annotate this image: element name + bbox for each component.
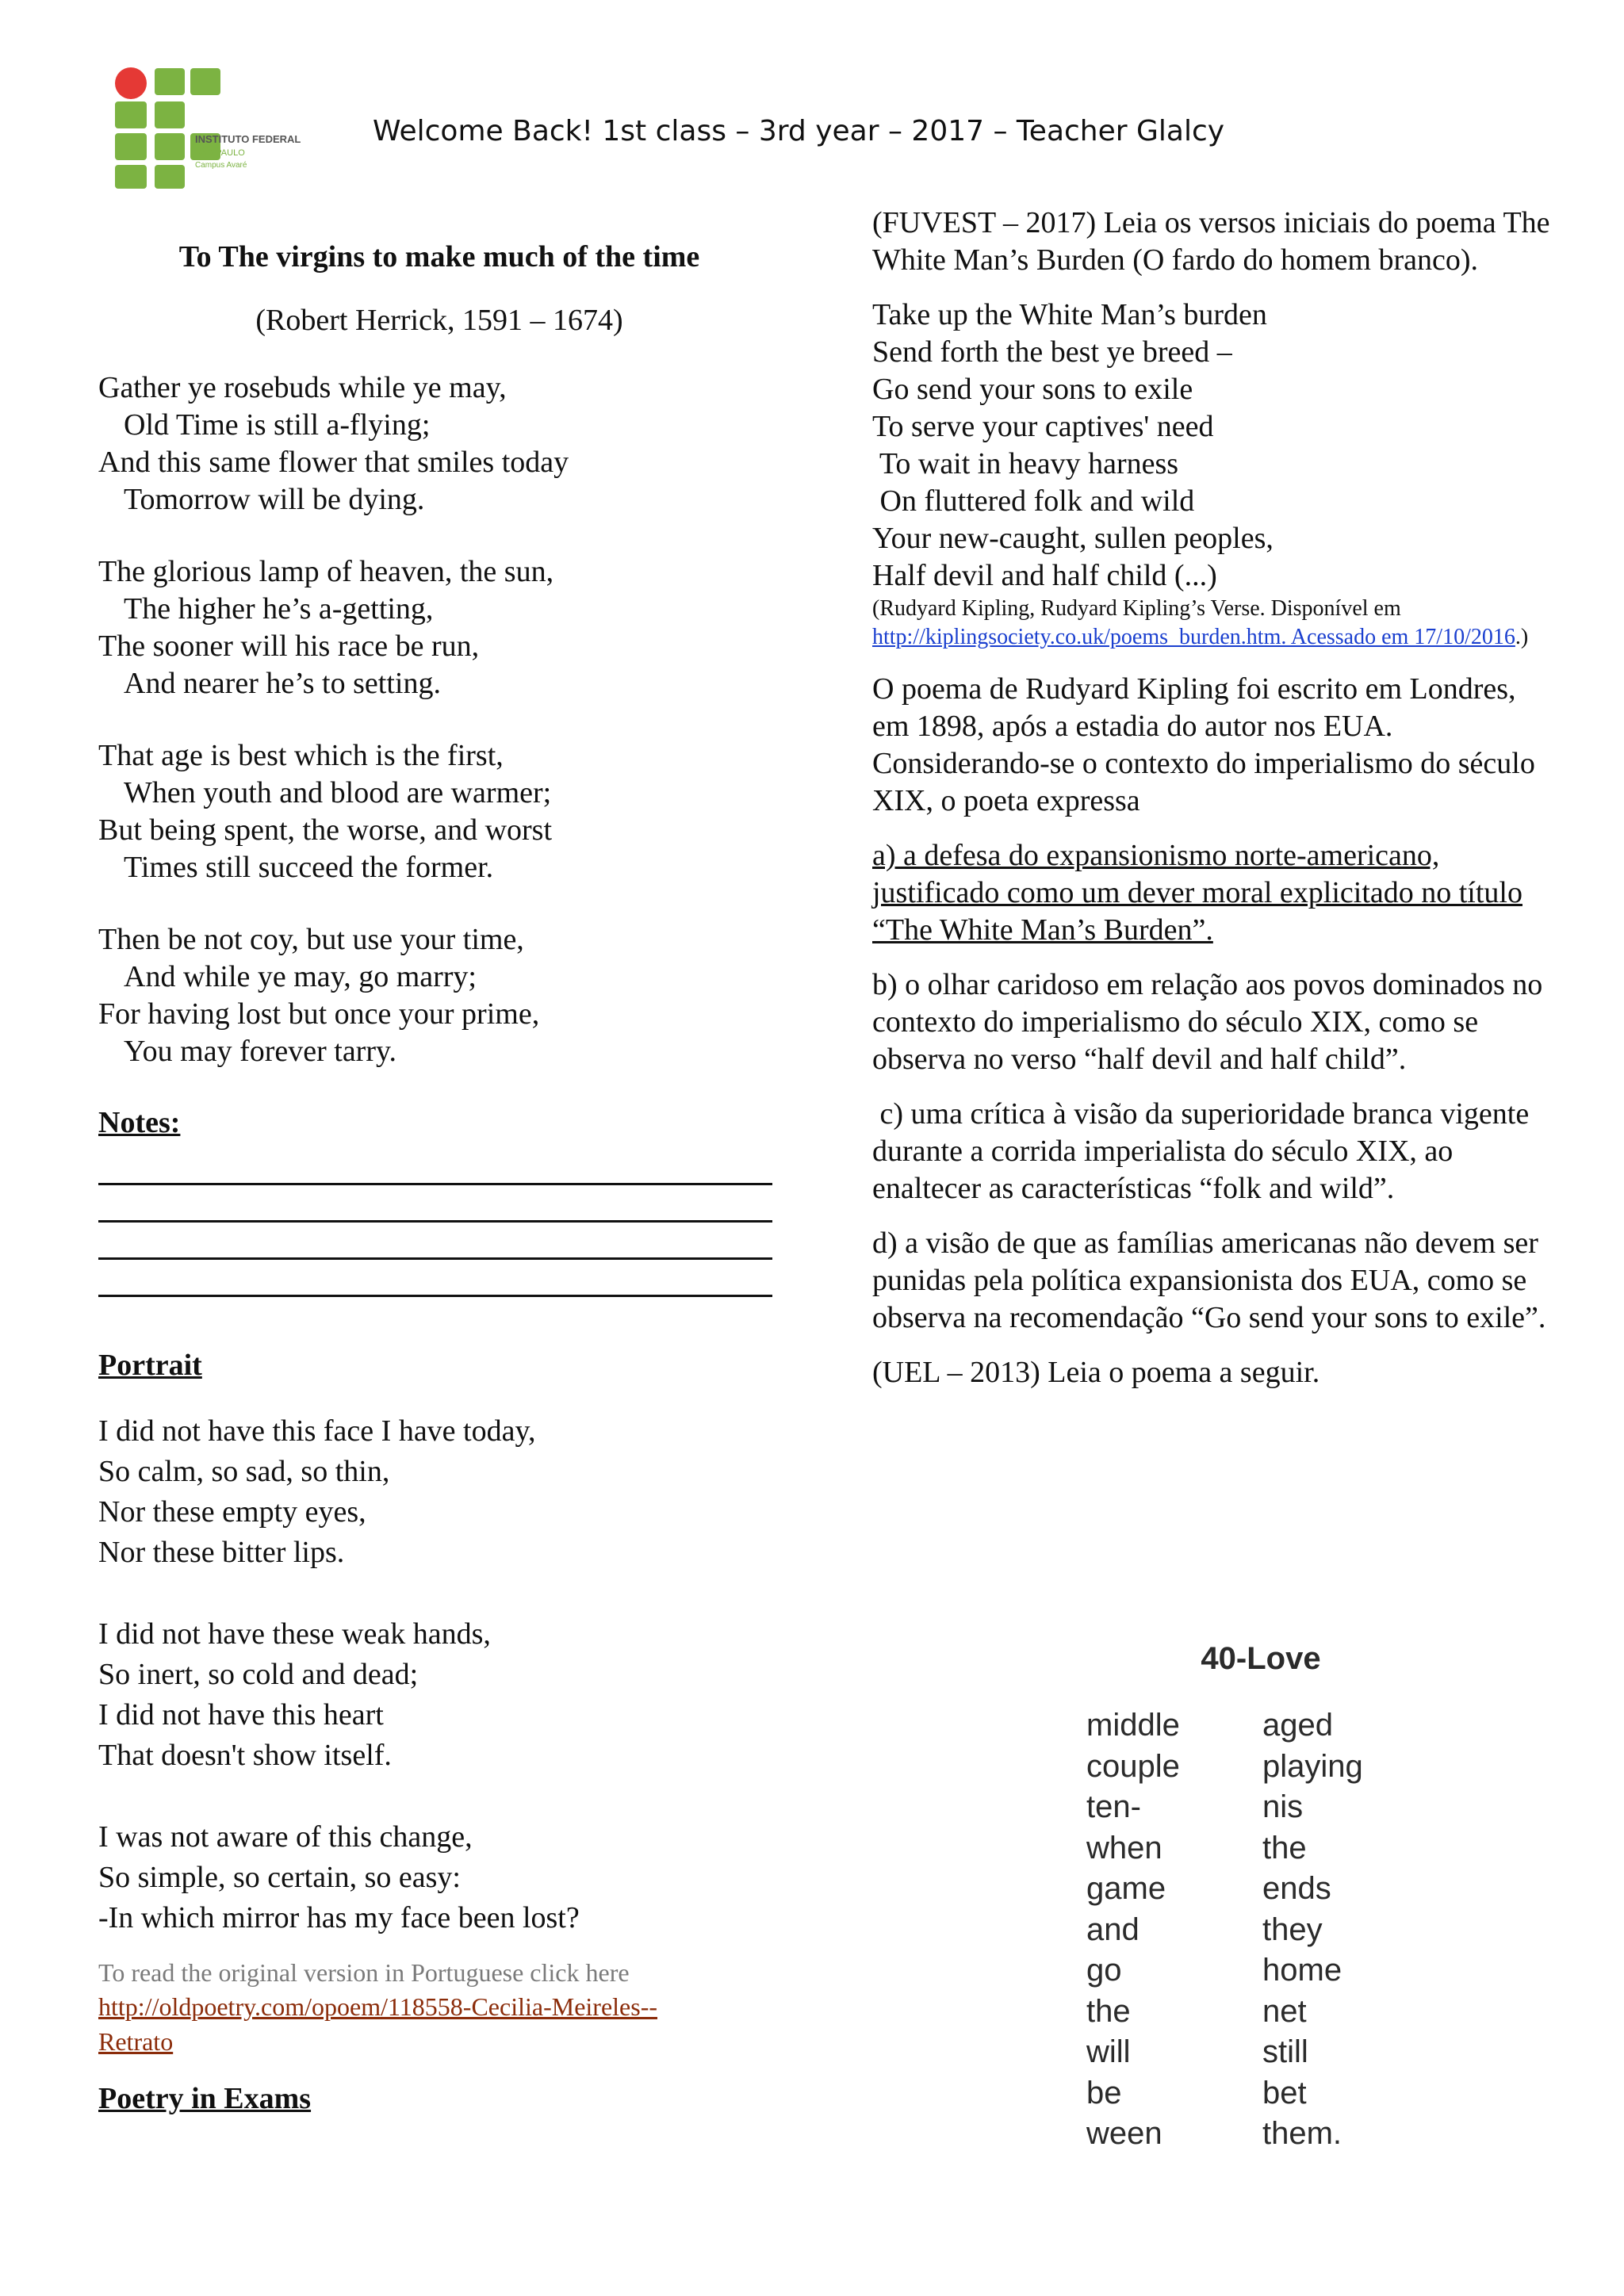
logo-text-2: SÃO PAULO xyxy=(195,148,245,158)
poem-line: So inert, so cold and dead; xyxy=(98,1658,419,1691)
kipling-citation xyxy=(872,595,1554,652)
love-word-right: aged xyxy=(1262,1708,1333,1743)
love-word-left: game xyxy=(1086,1871,1166,1906)
poem-line: So simple, so certain, so easy: xyxy=(98,1861,461,1894)
poem-line: Times still succeed the former. xyxy=(124,851,494,884)
love-word-right: still xyxy=(1262,2034,1308,2069)
love-word-left: ten- xyxy=(1086,1789,1141,1824)
poem1-stanza-2 xyxy=(98,553,780,702)
logo-text-1: INSTITUTO FEDERAL xyxy=(195,133,301,145)
poem-line: For having lost but once your prime, xyxy=(98,997,540,1031)
fuvest-intro: (FUVEST – 2017) Leia os versos iniciais do poema The White Man’s Burden (O fardo do homem branco). xyxy=(872,206,1550,277)
love-word-right: they xyxy=(1262,1911,1323,1947)
poem-line: The higher he’s a-getting, xyxy=(124,592,434,626)
poem-line: I did not have these weak hands, xyxy=(98,1617,491,1651)
poem-line: I did not have this face I have today, xyxy=(98,1414,536,1448)
love-word-left: go xyxy=(1086,1953,1122,1988)
love-row xyxy=(1086,2073,1435,2114)
love-word-left: and xyxy=(1086,1911,1139,1947)
love-word-left: ween xyxy=(1086,2116,1162,2151)
portrait-heading: Portrait xyxy=(98,1349,202,1382)
forty-love-rows xyxy=(1086,1705,1435,2155)
header-title: Welcome Back! 1st class – 3rd year – 2017 – Teacher Glalcy xyxy=(373,115,1225,147)
poem-line: That age is best which is the first, xyxy=(98,739,504,772)
poem-line: When youth and blood are warmer; xyxy=(124,776,552,809)
poem1-stanza-3 xyxy=(98,737,780,886)
poem-line: The glorious lamp of heaven, the sun, xyxy=(98,555,554,588)
poem-line: Go send your sons to exile xyxy=(872,373,1193,406)
option-d: d) a visão de que as famílias americanas não devem ser punidas pela política expansionista dos EUA, como se observa na recomendação “Go send your sons to exile”. xyxy=(872,1226,1546,1334)
love-row xyxy=(1086,1828,1435,1869)
love-word-left: the xyxy=(1086,1993,1131,2029)
portrait-stanza-1 xyxy=(98,1411,780,1573)
original-version-link-2[interactable]: Retrato xyxy=(98,2027,174,2056)
love-word-right: playing xyxy=(1262,1748,1363,1784)
love-word-left: when xyxy=(1086,1830,1162,1866)
poem-line: And this same flower that smiles today xyxy=(98,446,569,479)
poem-line: That doesn't show itself. xyxy=(98,1739,392,1772)
option-c: c) uma crítica à visão da superioridade branca vigente durante a corrida imperialista do século XIX, ao enaltecer as características “folk and wild”. xyxy=(872,1097,1537,1205)
love-word-left: couple xyxy=(1086,1748,1180,1784)
poem-line: Then be not coy, but use your time, xyxy=(98,923,524,956)
love-word-right: net xyxy=(1262,1993,1307,2029)
poem-line: To serve your captives' need xyxy=(872,410,1214,443)
love-word-right: nis xyxy=(1262,1789,1304,1824)
poem-line: But being spent, the worse, and worst xyxy=(98,813,553,847)
original-version-link-1[interactable]: http://oldpoetry.com/opoem/118558-Cecilia-Meireles-- xyxy=(98,1992,657,2021)
notes-line[interactable] xyxy=(98,1223,772,1260)
citation-text: (Rudyard Kipling, Rudyard Kipling’s Verse. Disponível em xyxy=(872,596,1401,621)
poem-line: You may forever tarry. xyxy=(124,1035,397,1068)
notes-line[interactable] xyxy=(98,1148,772,1185)
poem-line: Old Time is still a-flying; xyxy=(124,408,431,442)
love-word-right: bet xyxy=(1262,2075,1307,2110)
option-b: b) o olhar caridoso em relação aos povos dominados no contexto do imperialismo do século XIX, como se observa no verso “half devil and half child”. xyxy=(872,968,1543,1076)
portrait-stanza-3 xyxy=(98,1817,780,1938)
love-row xyxy=(1086,1787,1435,1828)
citation-end: .) xyxy=(1515,625,1529,649)
notes-heading: Notes: xyxy=(98,1106,181,1139)
poem-line: Send forth the best ye breed – xyxy=(872,335,1232,369)
love-word-right: the xyxy=(1262,1830,1307,1866)
poem-line: On fluttered folk and wild xyxy=(872,484,1195,518)
logo-text-3: Campus Avaré xyxy=(195,161,247,170)
option-a: a) a defesa do expansionismo norte-americano, justificado como um dever moral explicitado no título “The White Man’s Burden”. xyxy=(872,839,1522,947)
poem1-author: (Robert Herrick, 1591 – 1674) xyxy=(255,304,623,337)
poem-line: -In which mirror has my face been lost? xyxy=(98,1901,580,1934)
poem-line: Nor these bitter lips. xyxy=(98,1536,345,1569)
poem-line: Your new-caught, sullen peoples, xyxy=(872,522,1274,555)
poem-line: So calm, so sad, so thin, xyxy=(98,1455,390,1488)
notes-lines xyxy=(98,1148,780,1297)
love-row xyxy=(1086,1747,1435,1788)
citation-link[interactable]: http://kiplingsociety.co.uk/poems_burden.htm. Acessado em 17/10/2016 xyxy=(872,625,1515,649)
poem-line: And nearer he’s to setting. xyxy=(124,667,441,700)
love-word-left: will xyxy=(1086,2034,1131,2069)
notes-line[interactable] xyxy=(98,1185,772,1223)
poem-line: The sooner will his race be run, xyxy=(98,629,480,663)
love-word-left: middle xyxy=(1086,1708,1180,1743)
left-column xyxy=(98,230,780,2124)
notes-line[interactable] xyxy=(98,1260,772,1297)
love-word-left: be xyxy=(1086,2075,1122,2110)
poem-line: Nor these empty eyes, xyxy=(98,1495,366,1529)
love-row xyxy=(1086,1992,1435,2033)
uel-intro: (UEL – 2013) Leia o poema a seguir. xyxy=(872,1356,1320,1389)
poem-line: Tomorrow will be dying. xyxy=(124,483,425,516)
forty-love-poem xyxy=(1086,1641,1435,2155)
love-row xyxy=(1086,2032,1435,2073)
poem-line: I did not have this heart xyxy=(98,1698,384,1732)
love-row xyxy=(1086,2114,1435,2155)
poem-line: Half devil and half child (...) xyxy=(872,559,1217,592)
poem1-title: To The virgins to make much of the time xyxy=(178,240,700,274)
poem-line: And while ye may, go marry; xyxy=(124,960,477,993)
poetry-exams-heading: Poetry in Exams xyxy=(98,2082,312,2115)
love-row xyxy=(1086,1705,1435,1747)
love-word-right: home xyxy=(1262,1953,1342,1988)
institute-logo xyxy=(111,63,317,190)
love-row xyxy=(1086,1950,1435,1992)
poem1-stanza-1 xyxy=(98,369,780,519)
original-version-note: To read the original version in Portuguese click here xyxy=(98,1958,630,1987)
kipling-excerpt xyxy=(872,297,1554,595)
poem-line: To wait in heavy harness xyxy=(872,447,1179,480)
love-row xyxy=(1086,1869,1435,1910)
poem1-stanza-4 xyxy=(98,921,780,1070)
right-column xyxy=(872,205,1554,1409)
love-word-right: ends xyxy=(1262,1871,1331,1906)
poem-line: Take up the White Man’s burden xyxy=(872,298,1267,331)
question-text: O poema de Rudyard Kipling foi escrito em Londres, em 1898, após a estadia do autor nos EUA. Considerando-se o contexto do imperialismo do século XIX, o poeta expressa xyxy=(872,672,1535,817)
portrait-stanza-2 xyxy=(98,1614,780,1776)
love-row xyxy=(1086,1910,1435,1951)
poem-line: I was not aware of this change, xyxy=(98,1820,473,1854)
love-word-right: them. xyxy=(1262,2116,1342,2151)
poem-line: Gather ye rosebuds while ye may, xyxy=(98,371,507,404)
forty-love-title: 40-Love xyxy=(1201,1641,1321,1676)
